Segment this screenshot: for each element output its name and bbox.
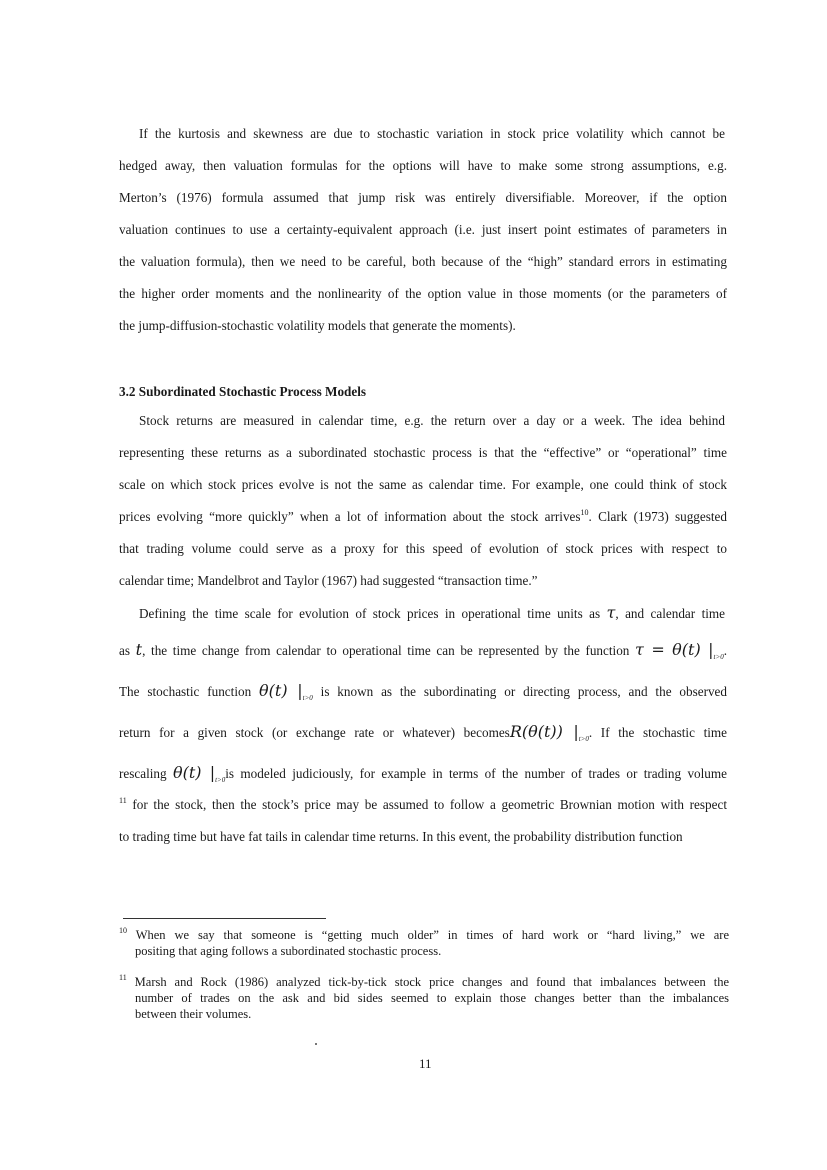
page-number: 11	[419, 1056, 432, 1071]
text-span: The stochastic function	[119, 684, 252, 699]
text-line	[119, 509, 727, 525]
footnote-11	[119, 974, 729, 1022]
text-span: is known as the subordinating or directing process, and the observed	[320, 684, 728, 699]
footnote-row	[119, 927, 729, 943]
math-expr: θ(t) |	[259, 681, 303, 700]
text-span: Defining the time scale for evolution of stock prices in operational time units as	[139, 606, 601, 621]
math-theta	[259, 681, 313, 702]
math-subscript: t>0	[713, 653, 724, 661]
math-return	[509, 722, 589, 743]
math-tau: τ	[606, 603, 616, 622]
text-span: . If the stochastic time	[588, 725, 728, 740]
math-subscript: t>0	[302, 694, 313, 702]
text-span: , and calendar time	[615, 606, 726, 621]
text-line: valuation continues to use a certainty-equivalent approach (i.e. just insert point estimates of parameters in	[119, 222, 727, 237]
footnote-mark: 11	[119, 973, 127, 982]
text-line: hedged away, then valuation formulas for the options will have to make some strong assumptions, e.g.	[119, 158, 727, 173]
footnote-text: Marsh and Rock (1986) analyzed tick-by-tick stock price changes and found that imbalances between the	[134, 975, 730, 989]
text-line	[119, 797, 727, 813]
footnote-10	[119, 927, 729, 959]
text-line: the valuation formula), then we need to be careful, both because of the “high” standard errors in estimating	[119, 254, 727, 269]
text-line: calendar time; Mandelbrot and Taylor (1967) had suggested “transaction time.”	[119, 573, 538, 588]
text-span: prices evolving “more quickly” when a lot of information about the stock arrives	[119, 509, 581, 524]
footnote-row	[119, 974, 729, 990]
footnote-row: positing that aging follows a subordinated stochastic process.	[135, 944, 442, 958]
text-line: If the kurtosis and skewness are due to stochastic variation in stock price volatility which cannot be	[139, 126, 725, 141]
footnote-row: between their volumes.	[135, 1007, 252, 1021]
text-span: , the time change from calendar to operational time can be represented by the function	[142, 643, 630, 658]
math-t: t	[135, 640, 143, 659]
text-line: to trading time but have fat tails in calendar time returns. In this event, the probability distribution function	[119, 829, 683, 844]
text-line	[119, 642, 727, 665]
text-line: Stock returns are measured in calendar time, e.g. the return over a day or a week. The idea behind	[139, 413, 725, 428]
footnote-ref-10[interactable]: 10	[580, 508, 589, 517]
math-equation	[635, 640, 724, 661]
text-span: .	[723, 643, 728, 658]
footnote-divider	[123, 918, 326, 919]
text-line: scale on which stock prices evolve is not the same as calendar time. For example, one could think of stock	[119, 477, 727, 492]
text-span: is modeled judiciously, for example in terms of the number of trades or trading volume	[225, 766, 727, 781]
text-span: for the stock, then the stock’s price may be assumed to follow a geometric Brownian motion with respect	[132, 797, 728, 812]
math-theta	[172, 763, 226, 784]
text-span: as	[119, 643, 130, 658]
text-line: representing these returns as a subordinated stochastic process is that the “effective” or “operational” time	[119, 445, 727, 460]
scan-speck	[315, 1043, 317, 1045]
text-span: return for a given stock (or exchange rate or whatever) becomes	[119, 725, 510, 740]
text-span: . Clark (1973) suggested	[588, 509, 727, 524]
text-line: that trading volume could serve as a proxy for this speed of evolution of stock prices with respect to	[119, 541, 727, 556]
footnote-ref-11[interactable]: 11	[119, 796, 127, 805]
footnote-row: number of trades on the ask and bid sides seemed to explain those changes better than the imbalances	[135, 991, 729, 1005]
text-line	[119, 765, 727, 788]
text-span: rescaling	[119, 766, 167, 781]
text-line: the jump-diffusion-stochastic volatility models that generate the moments).	[119, 318, 516, 333]
text-line	[119, 724, 727, 747]
math-subscript: t>0	[578, 735, 589, 743]
footnote-mark: 10	[119, 926, 127, 935]
text-line	[139, 605, 725, 622]
math-expr: θ(t) |	[172, 763, 216, 782]
text-line: the higher order moments and the nonlinearity of the option value in those moments (or the parameters of	[119, 286, 727, 301]
text-line	[119, 683, 727, 706]
section-heading: 3.2 Subordinated Stochastic Process Models	[119, 384, 367, 399]
math-expr: R(θ(t)) |	[509, 722, 579, 741]
math-subscript: t>0	[215, 776, 226, 784]
math-expr: τ = θ(t) |	[635, 640, 714, 659]
text-line: Merton’s (1976) formula assumed that jump risk was entirely diversifiable. Moreover, if the option	[119, 190, 727, 205]
footnote-text: When we say that someone is “getting much older” in times of hard work or “hard living,” we are	[135, 928, 729, 942]
